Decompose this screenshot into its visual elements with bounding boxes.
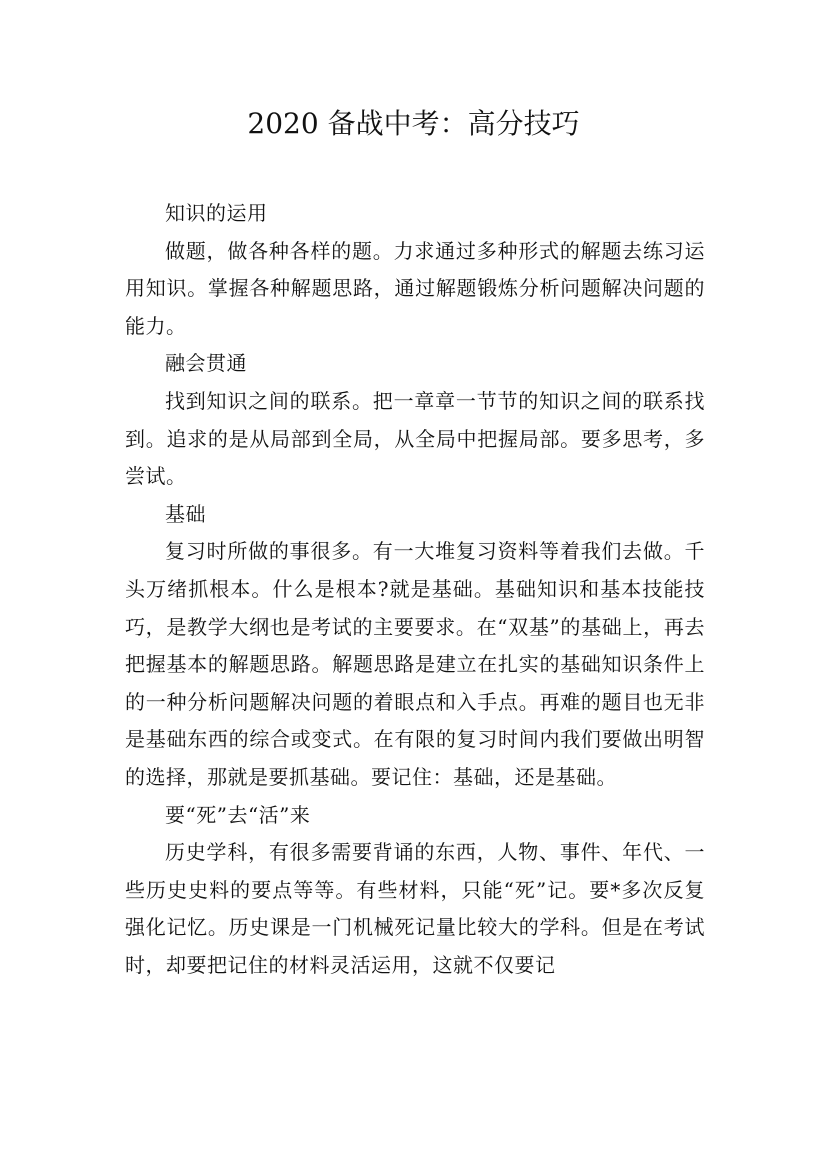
section-heading-integration: 融会贯通: [165, 351, 247, 376]
section-heading-memorize-apply: 要“死”去“活”来: [165, 802, 311, 827]
paragraph-integration: 找到知识之间的联系。把一章章一节节的知识之间的联系找到。追求的是从局部到全局，从全局中把握局部。要多思考，多尝试。: [125, 388, 705, 489]
section-heading-foundation: 基础: [165, 501, 206, 526]
paragraph-memorize-apply: 历史学科，有很多需要背诵的东西，人物、事件、年代、一些历史史料的要点等等。有些材料，只能“死”记。要*多次反复强化记忆。历史课是一门机械死记量比较大的学科。但是在考试时，却要把记住的材料灵活运用，这就不仅要记: [125, 840, 705, 977]
section-heading-knowledge-use: 知识的运用: [165, 201, 268, 225]
paragraph-foundation: 复习时所做的事很多。有一大堆复习资料等着我们去做。千头万绪抓根本。什么是根本?就是基础。基础知识和基本技能技巧，是教学大纲也是考试的主要要求。在“双基”的基础上，再去把握基本的解题思路。解题思路是建立在扎实的基础知识条件上的一种分析问题解决问题的着眼点和入手点。再难的题目也无非是基础东西的综合或变式。在有限的复习时间内我们要做出明智的选择，那就是要抓基础。要记住：基础，还是基础。: [125, 539, 705, 789]
paragraph-knowledge-use: 做题，做各种各样的题。力求通过多种形式的解题去练习运用知识。掌握各种解题思路，通过解题锻炼分析问题解决问题的能力。: [125, 238, 705, 338]
document-title: 2020 备战中考：高分技巧: [247, 107, 580, 140]
document-body: [125, 195, 705, 984]
